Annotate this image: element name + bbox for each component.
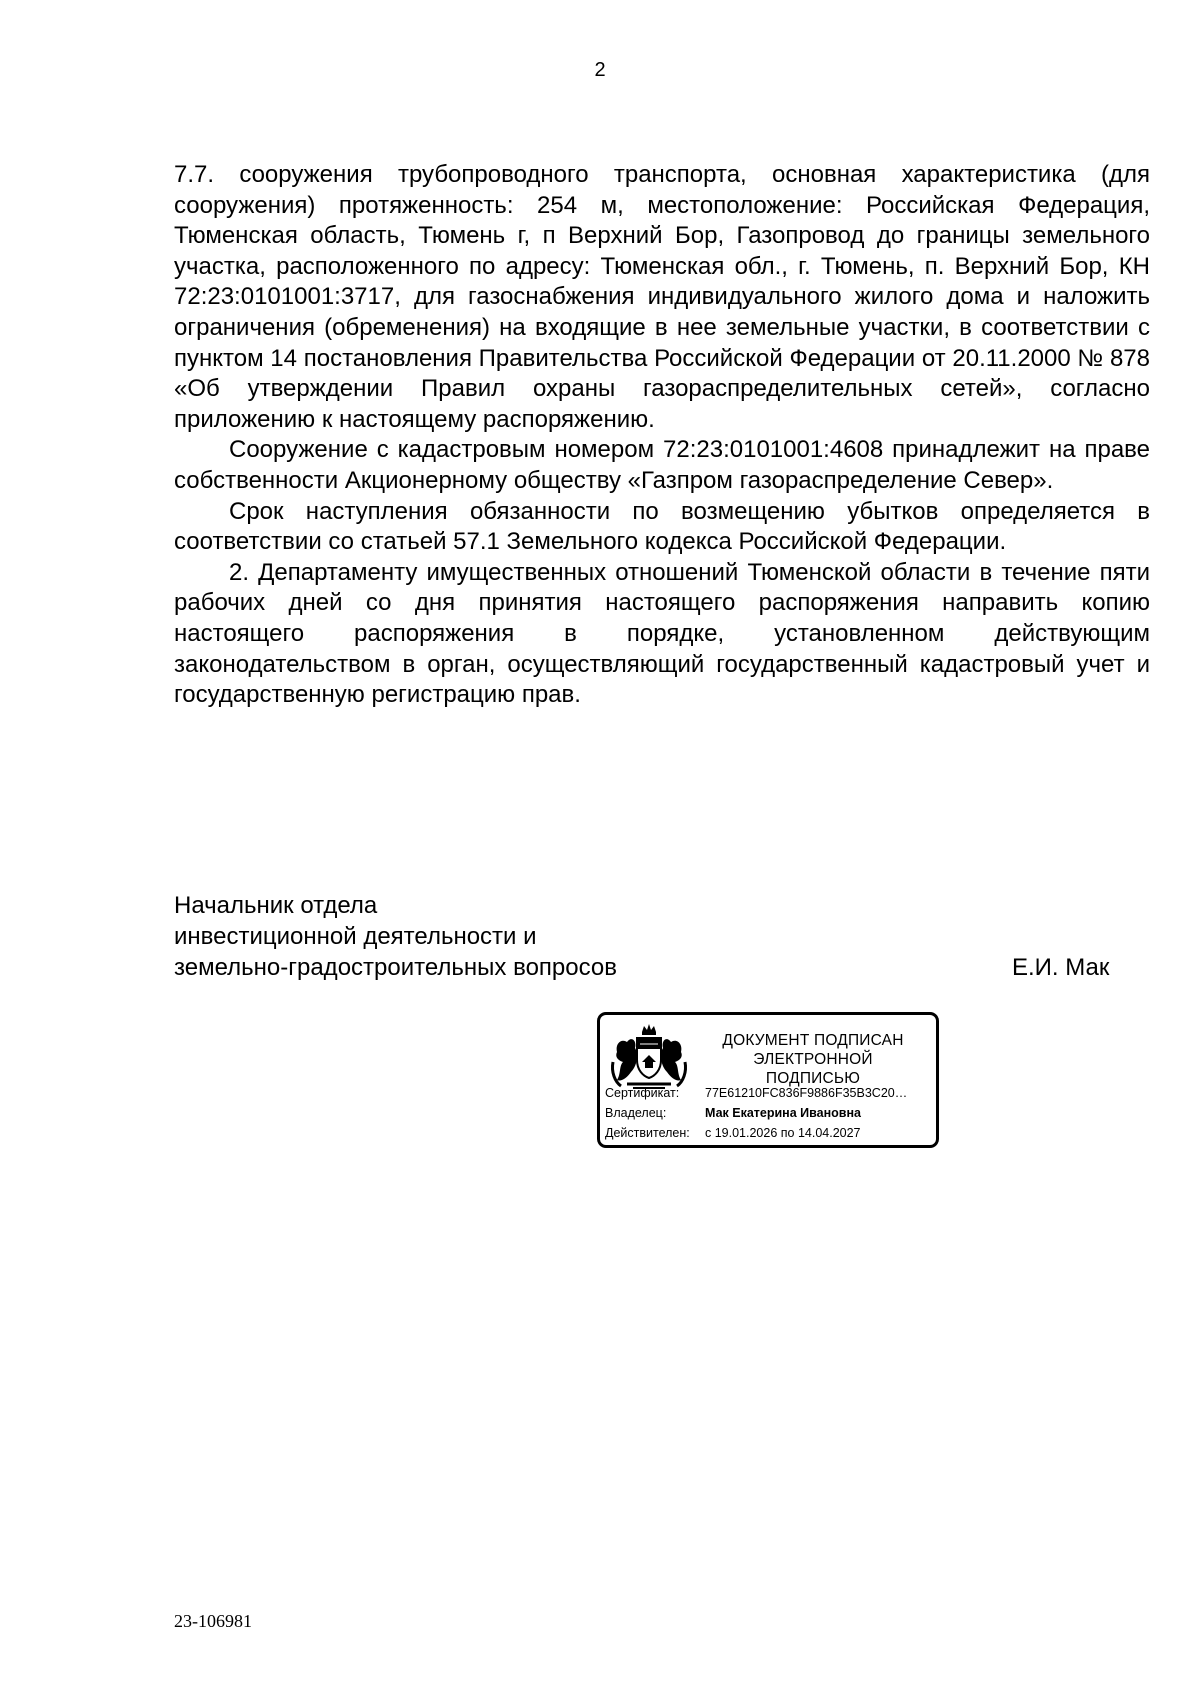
page-number: 2: [594, 59, 606, 81]
signatory-line-2: инвестиционной деятельности и: [174, 923, 537, 950]
document-body: [174, 160, 1150, 711]
stamp-heading: [708, 1031, 918, 1088]
signatory-line-3: земельно-градостроительных вопросов: [174, 954, 617, 981]
paragraph-2-department: 2. Департаменту имущественных отношений Тюменской области в течение пяти рабочих дней со дня принятия настоящего распоряжения направить копию настоящего распоряжения в порядке, установленном действующим законодательством в орган, осуществляющий государственный кадастровый учет и государственную регистрацию прав.: [174, 558, 1150, 709]
stamp-heading-line-2: ЭЛЕКТРОННОЙ ПОДПИСЬЮ: [753, 1051, 873, 1087]
certificate-label: Сертификат:: [605, 1086, 680, 1100]
coat-of-arms-icon: [609, 1022, 689, 1092]
signatory-line-1: Начальник отдела: [174, 892, 378, 919]
validity-value: с 19.01.2026 по 14.04.2027: [705, 1126, 861, 1140]
paragraph-damages-term: Срок наступления обязанности по возмещению убытков определяется в соответствии со статьей 57.1 Земельного кодекса Российской Федерации.: [174, 497, 1150, 556]
paragraph-ownership: Сооружение с кадастровым номером 72:23:0101001:4608 принадлежит на праве собственности Акционерному обществу «Газпром газораспределение Север».: [174, 436, 1150, 494]
paragraph-7-7: 7.7. сооружения трубопроводного транспорта, основная характеристика (для сооружения) протяженность: 254 м, местоположение: Российская Федерация, Тюменская область, Тюмень г, п Верхний Бор, Газопровод до границы земельного участка, расположенного по адресу: Тюменская обл., г. Тюмень, п. Верхний Бор, КН 72:23:0101001:3717, для газоснабжения индивидуального жилого дома и наложить ограничения (обременения) на входящие в нее земельные участки, в соответствии с пунктом 14 постановления Правительства Российской Федерации от 20.11.2000 № 878 «Об утверждении Правил охраны газораспределительных сетей», согласно приложению к настоящему распоряжению.: [174, 161, 1150, 433]
document-code: 23-106981: [174, 1611, 252, 1631]
validity-label: Действителен:: [605, 1126, 690, 1140]
signer-name: Е.И. Мак: [1012, 954, 1110, 981]
owner-label: Владелец:: [605, 1106, 667, 1120]
electronic-signature-stamp: [597, 1012, 939, 1148]
signatory-position: [174, 890, 617, 983]
owner-value: Мак Екатерина Ивановна: [705, 1106, 861, 1120]
stamp-heading-line-1: ДОКУМЕНТ ПОДПИСАН: [722, 1032, 904, 1049]
certificate-value: 77E61210FC836F9886F35B3C20…: [705, 1086, 908, 1100]
